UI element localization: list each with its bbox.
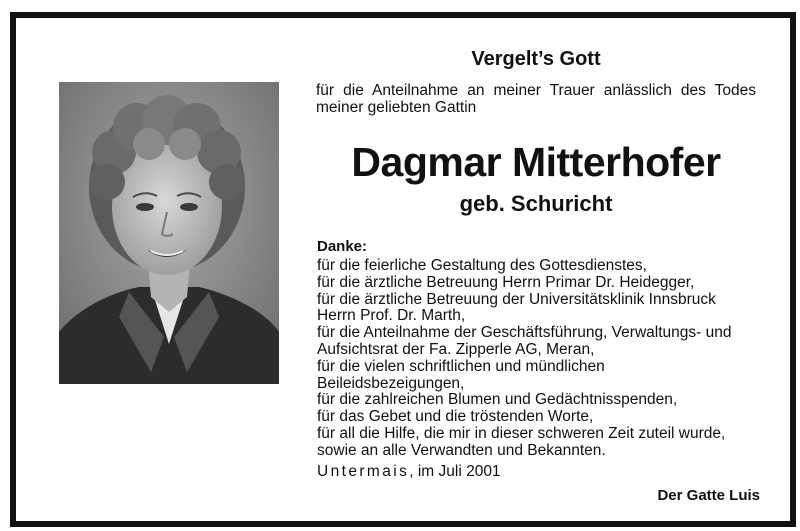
deceased-name: Dagmar Mitterhofer: [351, 139, 721, 185]
thanks-line: für das Gebet und die tröstenden Worte,: [317, 408, 594, 426]
thanks-line: für die vielen schriftlichen und mündlichen: [317, 357, 605, 375]
date: , im Juli 2001: [409, 463, 501, 480]
thanks-line: sowie an alle Verwandten und Bekannten.: [317, 441, 606, 459]
obituary-frame: [10, 12, 796, 527]
thanks-line: für die feierliche Gestaltung des Gottesdienstes,: [317, 257, 647, 274]
thanks-list: [317, 258, 757, 460]
place: Untermais: [317, 463, 410, 480]
portrait-image: [59, 82, 279, 384]
place-date: [317, 463, 501, 481]
thanks-title: Danke:: [317, 238, 368, 255]
thanks-line: Aufsichtsrat der Fa. Zipperle AG, Meran,: [317, 340, 595, 358]
intro-text: für die Anteilnahme an meiner Trauer anlässlich des Todes meiner geliebten Gattin: [316, 82, 756, 116]
thanks-line: für die ärztliche Betreuung der Universitätsklinik Innsbruck: [317, 290, 716, 308]
signature: Der Gatte Luis: [657, 487, 760, 504]
thanks-line: für die zahlreichen Blumen und Gedächtnisspenden,: [317, 391, 678, 409]
thanks-line: für die Anteilnahme der Geschäftsführung, Verwaltungs- und: [317, 324, 732, 342]
heading: Vergelt’s Gott: [471, 48, 601, 70]
portrait-photo: [59, 82, 279, 384]
thanks-line: für die ärztliche Betreuung Herrn Primar Dr. Heidegger,: [317, 273, 695, 291]
thanks-line: Herrn Prof. Dr. Marth,: [317, 307, 466, 325]
thanks-line: Beileidsbezeigungen,: [317, 374, 465, 392]
thanks-line: für all die Hilfe, die mir in dieser schweren Zeit zuteil wurde,: [317, 424, 726, 442]
birth-name: geb. Schuricht: [459, 191, 613, 216]
